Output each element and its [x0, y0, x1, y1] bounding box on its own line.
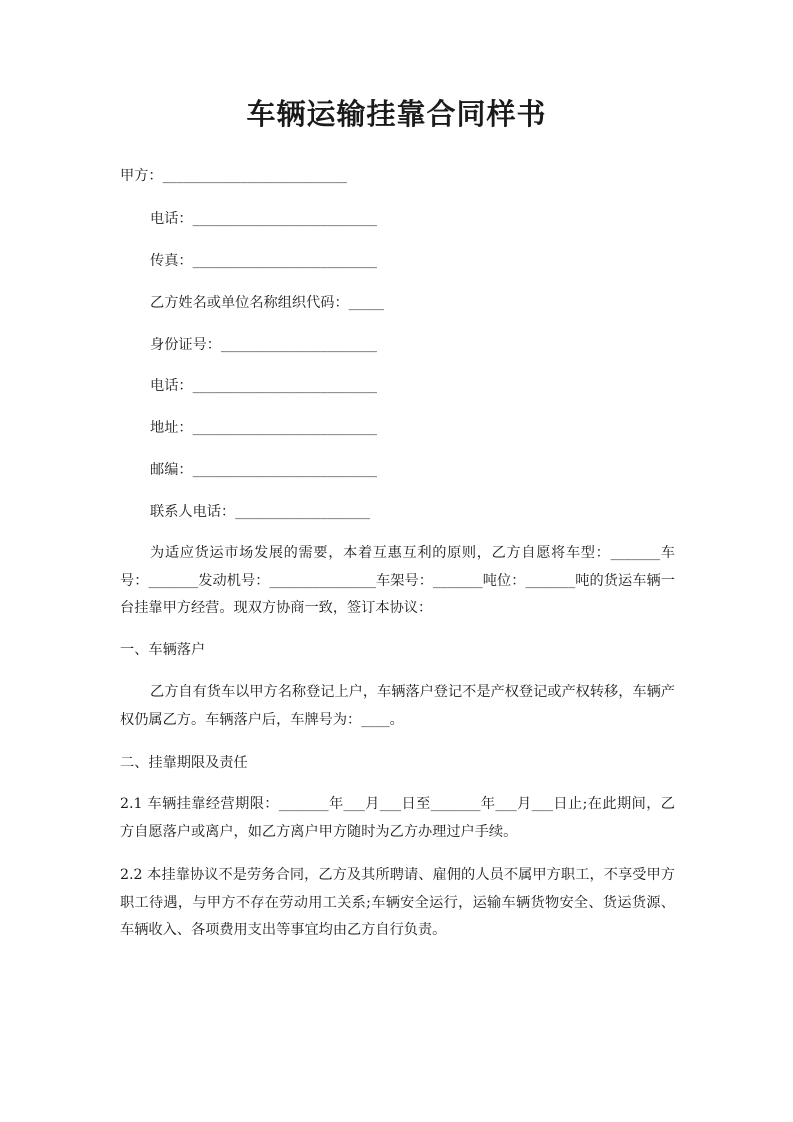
section-1-heading: 一、车辆落户 — [120, 642, 206, 658]
address-field: 地址：__________________________ — [150, 420, 378, 436]
clause-2-2: 2.2 本挂靠协议不是劳务合同，乙方及其所聘请、雇佣的人员不属甲方职工，不享受甲方职工待遇，与甲方不存在劳动用工关系;车辆安全运行，运输车辆货物安全、货运货源、车辆收入、各项费用支出等事宜均由乙方自行负责。 — [120, 867, 675, 938]
id-number-field: 身份证号：______________________ — [150, 337, 378, 353]
party-a-field: 甲方：__________________________ — [120, 168, 348, 184]
phone-field-2: 电话：__________________________ — [150, 378, 378, 394]
fax-field: 传真：__________________________ — [150, 253, 378, 269]
section-2-heading: 二、挂靠期限及责任 — [120, 755, 248, 771]
clause-2-1: 2.1 车辆挂靠经营期限：_______年___月___日至_______年___月___日止;在此期间，乙方自愿落户或离户，如乙方离户甲方随时为乙方办理过户手续。 — [120, 796, 675, 840]
postcode-field: 邮编：__________________________ — [150, 462, 378, 478]
phone-field: 电话：__________________________ — [150, 211, 378, 227]
intro-paragraph: 为适应货运市场发展的需要，本着互惠互利的原则，乙方自愿将车型：_______车号：_______发动机号：_______________车架号：_______吨位：_______吨的货运车辆一台挂靠甲方经营。现双方协商一致，签订本协议： — [120, 545, 675, 616]
party-b-code-field: 乙方姓名或单位名称组织代码：_____ — [150, 295, 385, 311]
section-1-body: 乙方自有货车以甲方名称登记上户，车辆落户登记不是产权登记或产权转移，车辆产权仍属乙方。车辆落户后，车牌号为：____。 — [120, 684, 675, 728]
document-title: 车辆运输挂靠合同样书 — [246, 97, 547, 131]
contact-phone-field: 联系人电话：___________________ — [150, 504, 370, 520]
